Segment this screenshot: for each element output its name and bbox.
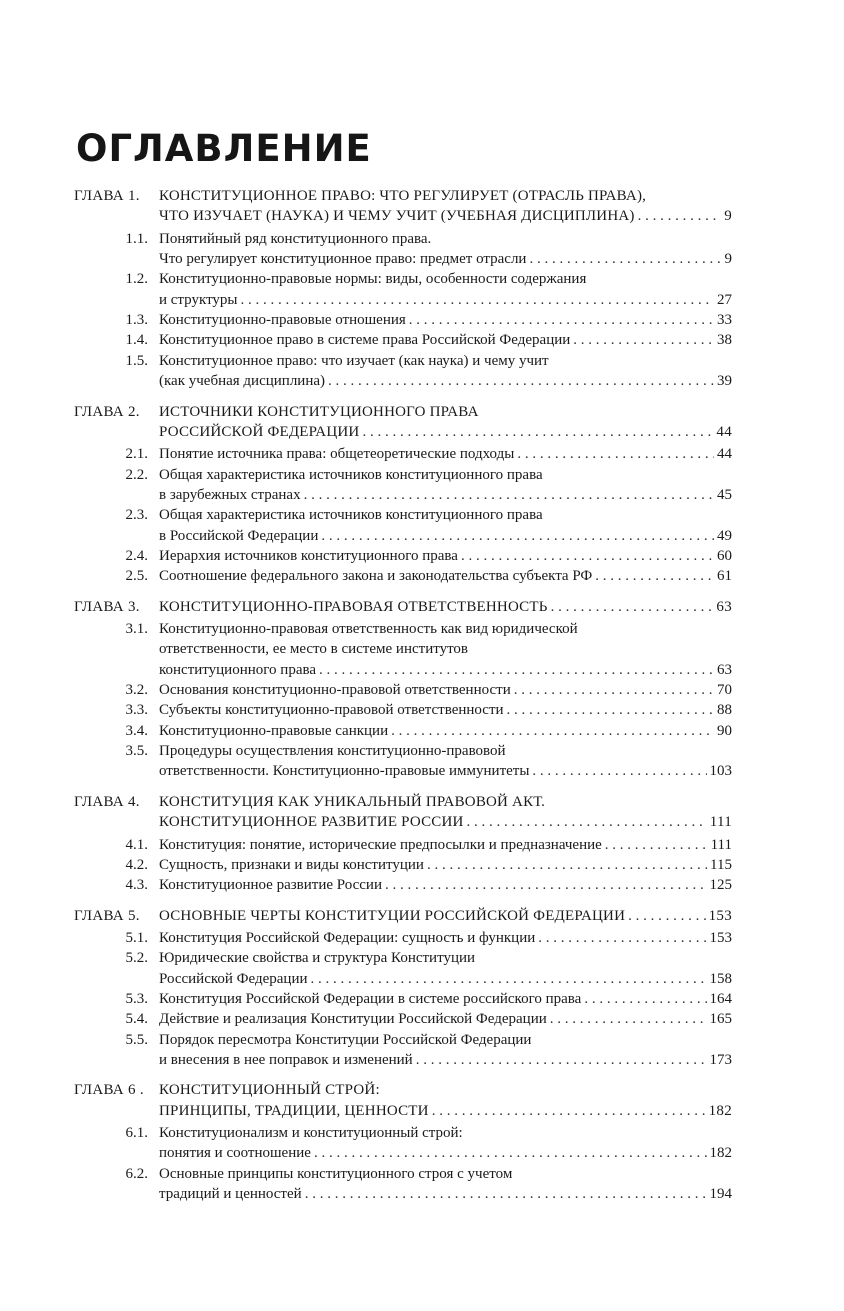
chapter-number: ГЛАВА 1.	[74, 188, 140, 204]
toc-section-line	[74, 485, 732, 505]
dot-leader	[305, 1184, 707, 1204]
toc-chapter-line	[74, 1080, 732, 1100]
dot-leader	[638, 206, 722, 226]
chapter-title: ПРИНЦИПЫ, ТРАДИЦИИ, ЦЕННОСТИ	[159, 1103, 429, 1119]
chapter-title: РОССИЙСКОЙ ФЕДЕРАЦИИ	[159, 424, 360, 440]
dot-leader	[362, 422, 713, 442]
dot-leader	[507, 700, 714, 720]
toc-section-line	[74, 371, 732, 391]
toc-section-line	[74, 855, 732, 875]
section-title: Российской Федерации	[159, 971, 308, 987]
toc-section-line	[74, 989, 732, 1009]
section-title: Конституция: понятие, исторические предпосылки и предназначение	[159, 837, 602, 853]
section-title: в зарубежных странах	[159, 487, 301, 503]
section-title: Действие и реализация Конституции Российской Федерации	[159, 1011, 547, 1027]
page-number: 60	[717, 548, 732, 564]
dot-leader	[314, 1143, 707, 1163]
dot-leader	[328, 371, 714, 391]
section-title: Порядок пересмотра Конституции Российской Федерации	[159, 1032, 532, 1048]
page-number: 153	[708, 908, 732, 924]
section-title: Конституция Российской Федерации в системе российского права	[159, 991, 582, 1007]
chapter-title: КОНСТИТУЦИОННОЕ ПРАВО: ЧТО РЕГУЛИРУЕТ (ОТРАСЛЬ ПРАВА),	[159, 188, 647, 204]
toc-section-line	[74, 761, 732, 781]
dot-leader	[551, 597, 714, 617]
toc-section-line	[74, 444, 732, 464]
dot-leader	[514, 680, 714, 700]
dot-leader	[550, 1009, 707, 1029]
toc-section-line	[74, 741, 732, 761]
toc-section-line	[74, 1009, 732, 1029]
section-number: 5.3.	[125, 991, 148, 1007]
section-title: Понятие источника права: общетеоретические подходы	[159, 446, 515, 462]
section-title: понятия и соотношение	[159, 1145, 311, 1161]
chapter-title: КОНСТИТУЦИОННЫЙ СТРОЙ:	[159, 1082, 380, 1098]
page-number: 194	[709, 1186, 732, 1202]
section-title: Соотношение федерального закона и законодательства субъекта РФ	[159, 568, 593, 584]
section-title: Конституционно-правовые нормы: виды, особенности содержания	[159, 271, 587, 287]
page-number: 63	[716, 599, 732, 615]
section-number: 2.1.	[125, 446, 148, 462]
section-title: Понятийный ряд конституционного права.	[159, 231, 432, 247]
page-number: 164	[709, 991, 732, 1007]
section-number: 3.1.	[125, 621, 148, 637]
toc-section-line	[74, 1050, 732, 1070]
section-number: 2.3.	[125, 507, 148, 523]
page-number: 173	[709, 1052, 732, 1068]
toc-section-line	[74, 875, 732, 895]
toc-section-line	[74, 721, 732, 741]
toc-section-line	[74, 310, 732, 330]
dot-leader	[605, 835, 708, 855]
page-number: 70	[717, 682, 732, 698]
section-number: 6.1.	[125, 1125, 148, 1141]
section-number: 3.5.	[125, 743, 148, 759]
toc-section-line	[74, 269, 732, 289]
page-number: 182	[708, 1103, 732, 1119]
dot-leader	[532, 761, 706, 781]
dot-leader	[241, 290, 714, 310]
toc-section-line	[74, 229, 732, 249]
toc-chapter-line	[74, 402, 732, 422]
section-number: 3.3.	[125, 702, 148, 718]
chapter-title: ИСТОЧНИКИ КОНСТИТУЦИОННОГО ПРАВА	[159, 404, 479, 420]
section-title: Сущность, признаки и виды конституции	[159, 857, 424, 873]
section-title: Субъекты конституционно-правовой ответственности	[159, 702, 504, 718]
section-title: Конституционно-правовая ответственность как вид юридической	[159, 621, 578, 637]
section-title: Конституция Российской Федерации: сущность и функции	[159, 930, 536, 946]
toc-section-line	[74, 835, 732, 855]
section-title: в Российской Федерации	[159, 528, 319, 544]
page-number: 27	[717, 292, 732, 308]
page-number: 63	[717, 662, 732, 678]
toc-section-line	[74, 546, 732, 566]
page-number: 33	[717, 312, 732, 328]
section-number: 4.3.	[125, 877, 148, 893]
chapter-number: ГЛАВА 6 .	[74, 1082, 144, 1098]
section-number: 1.2.	[125, 271, 148, 287]
section-title: Общая характеристика источников конституционного права	[159, 507, 543, 523]
section-title: и внесения в нее поправок и изменений	[159, 1052, 413, 1068]
section-number: 5.5.	[125, 1032, 148, 1048]
chapter-number: ГЛАВА 4.	[74, 794, 140, 810]
section-title: Конституционно-правовые санкции	[159, 723, 389, 739]
section-title: Конституционализм и конституционный строй:	[159, 1125, 463, 1141]
chapter-title: КОНСТИТУЦИОННО-ПРАВОВАЯ ОТВЕТСТВЕННОСТЬ	[159, 599, 548, 615]
chapter-number: ГЛАВА 3.	[74, 599, 140, 615]
toc-section-line	[74, 526, 732, 546]
toc-chapter-line	[74, 186, 732, 206]
toc-chapter-line	[74, 206, 732, 226]
toc-chapter-line	[74, 812, 732, 832]
section-number: 3.2.	[125, 682, 148, 698]
toc-chapter-line	[74, 1101, 732, 1121]
page-number: 9	[724, 251, 732, 267]
toc-chapter-line	[74, 597, 732, 617]
section-title: Иерархия источников конституционного права	[159, 548, 458, 564]
dot-leader	[529, 249, 721, 269]
toc-section-line	[74, 1030, 732, 1050]
toc-section-line	[74, 1164, 732, 1184]
page-number: 125	[709, 877, 732, 893]
section-number: 6.2.	[125, 1166, 148, 1182]
toc-section-line	[74, 505, 732, 525]
section-number: 1.4.	[125, 332, 148, 348]
toc-section-line	[74, 969, 732, 989]
dot-leader	[321, 526, 714, 546]
section-title: Юридические свойства и структура Конституции	[159, 950, 476, 966]
page-number: 39	[717, 373, 732, 389]
page-number: 44	[717, 446, 732, 462]
page-number: 153	[709, 930, 732, 946]
section-title: традиций и ценностей	[159, 1186, 302, 1202]
dot-leader	[391, 721, 714, 741]
section-title: Конституционное право: что изучает (как наука) и чему учит	[159, 353, 549, 369]
section-number: 1.3.	[125, 312, 148, 328]
section-title: ответственности, ее место в системе институтов	[159, 641, 469, 657]
toc-section-line	[74, 639, 732, 659]
section-title: (как учебная дисциплина)	[159, 373, 326, 389]
dot-leader	[409, 310, 714, 330]
dot-leader	[304, 485, 714, 505]
section-number: 2.2.	[125, 467, 148, 483]
toc-section-line	[74, 928, 732, 948]
page-number: 44	[716, 424, 732, 440]
section-title: Основные принципы конституционного строя с учетом	[159, 1166, 513, 1182]
chapter-title: КОНСТИТУЦИЯ КАК УНИКАЛЬНЫЙ ПРАВОВОЙ АКТ.	[159, 794, 546, 810]
section-number: 2.5.	[125, 568, 148, 584]
dot-leader	[461, 546, 714, 566]
toc-section-line	[74, 680, 732, 700]
page-number: 38	[717, 332, 732, 348]
page-number: 49	[717, 528, 732, 544]
toc-section-line	[74, 700, 732, 720]
page-number: 90	[717, 723, 732, 739]
chapter-title: ОСНОВНЫЕ ЧЕРТЫ КОНСТИТУЦИИ РОССИЙСКОЙ ФЕДЕРАЦИИ	[159, 908, 626, 924]
toc-section-line	[74, 1123, 732, 1143]
toc-section-line	[74, 948, 732, 968]
dot-leader	[427, 855, 707, 875]
section-number: 5.2.	[125, 950, 148, 966]
chapter-title: ЧТО ИЗУЧАЕТ (НАУКА) И ЧЕМУ УЧИТ (УЧЕБНАЯ ДИСЦИПЛИНА)	[159, 208, 635, 224]
toc-section-line	[74, 1184, 732, 1204]
dot-leader	[416, 1050, 707, 1070]
section-number: 4.1.	[125, 837, 148, 853]
dot-leader	[467, 812, 707, 832]
section-number: 5.1.	[125, 930, 148, 946]
section-title: и структуры	[159, 292, 238, 308]
chapter-number: ГЛАВА 2.	[74, 404, 140, 420]
dot-leader	[538, 928, 706, 948]
page-number: 9	[724, 208, 732, 224]
page-number: 103	[709, 763, 732, 779]
section-number: 3.4.	[125, 723, 148, 739]
section-number: 2.4.	[125, 548, 148, 564]
section-number: 4.2.	[125, 857, 148, 873]
toc-chapter-line	[74, 906, 732, 926]
page-number: 61	[717, 568, 732, 584]
toc-chapter-line	[74, 792, 732, 812]
dot-leader	[432, 1101, 706, 1121]
section-title: Основания конституционно-правовой ответственности	[159, 682, 511, 698]
page-number: 111	[709, 814, 732, 830]
page-number: 115	[710, 857, 732, 873]
dot-leader	[595, 566, 714, 586]
section-number: 1.1.	[125, 231, 148, 247]
chapter-number: ГЛАВА 5.	[74, 908, 140, 924]
chapter-title: КОНСТИТУЦИОННОЕ РАЗВИТИЕ РОССИИ	[159, 814, 464, 830]
section-number: 5.4.	[125, 1011, 148, 1027]
page-number: 158	[709, 971, 732, 987]
section-title: Конституционное развитие России	[159, 877, 382, 893]
page-number: 182	[709, 1145, 732, 1161]
page-number: 165	[709, 1011, 732, 1027]
section-title: Процедуры осуществления конституционно-правовой	[159, 743, 506, 759]
section-title: Конституционно-правовые отношения	[159, 312, 406, 328]
dot-leader	[628, 906, 705, 926]
toc-section-line	[74, 330, 732, 350]
section-title: конституционного права	[159, 662, 317, 678]
page-number: 45	[717, 487, 732, 503]
page-number: 88	[717, 702, 732, 718]
page-title: ОГЛАВЛЕНИЕ	[76, 127, 372, 170]
toc-section-line	[74, 465, 732, 485]
dot-leader	[584, 989, 706, 1009]
dot-leader	[311, 969, 707, 989]
section-number: 1.5.	[125, 353, 148, 369]
toc-section-line	[74, 290, 732, 310]
toc-section-line	[74, 566, 732, 586]
section-title: Общая характеристика источников конституционного права	[159, 467, 543, 483]
section-title: ответственности. Конституционно-правовые иммунитеты	[159, 763, 530, 779]
dot-leader	[573, 330, 714, 350]
toc-section-line	[74, 619, 732, 639]
toc-chapter-line	[74, 422, 732, 442]
section-title: Конституционное право в системе права Российской Федерации	[159, 332, 571, 348]
toc-section-line	[74, 1143, 732, 1163]
section-title: Что регулирует конституционное право: предмет отрасли	[159, 251, 527, 267]
toc-section-line	[74, 660, 732, 680]
toc-section-line	[74, 351, 732, 371]
page-number: 111	[710, 837, 732, 853]
dot-leader	[319, 660, 714, 680]
toc-section-line	[74, 249, 732, 269]
dot-leader	[517, 444, 714, 464]
dot-leader	[385, 875, 707, 895]
